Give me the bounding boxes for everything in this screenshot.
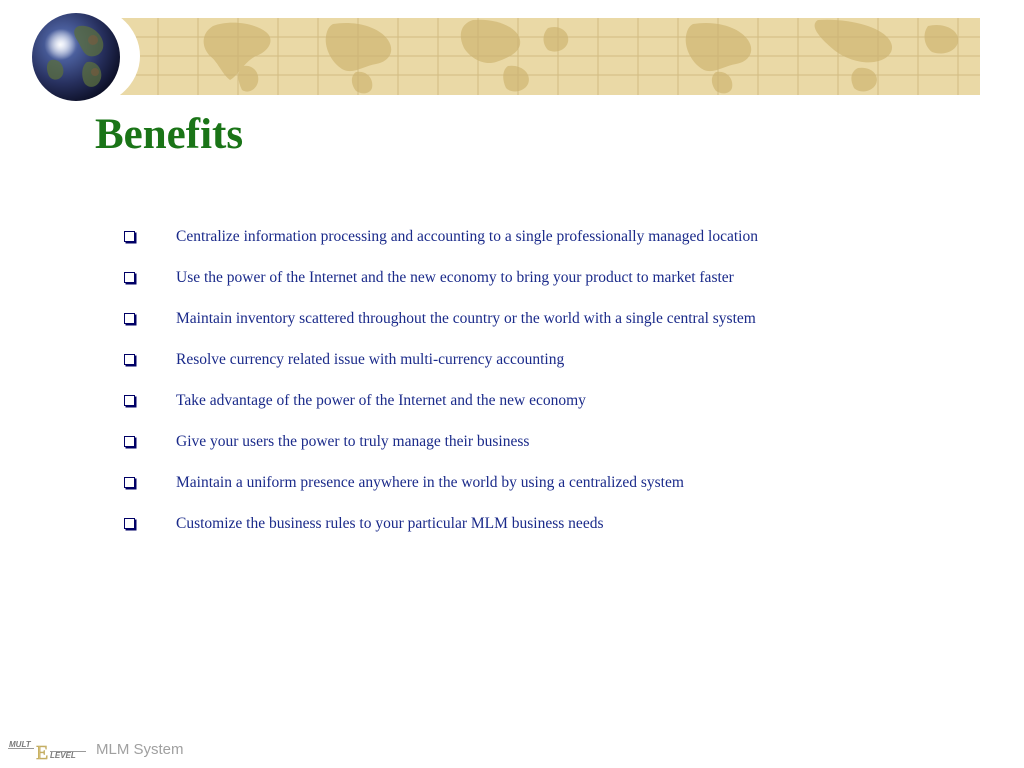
square-bullet-icon — [124, 477, 135, 488]
bullet-text: Customize the business rules to your particular MLM business needs — [176, 515, 604, 532]
bullet-list — [122, 226, 982, 554]
list-item — [122, 390, 982, 431]
square-bullet-icon — [124, 518, 135, 529]
bullet-text: Use the power of the Internet and the new economy to bring your product to market faster — [176, 269, 734, 286]
square-bullet-icon — [124, 231, 135, 242]
list-item — [122, 513, 982, 554]
bullet-text: Take advantage of the power of the Internet and the new economy — [176, 392, 586, 409]
list-item — [122, 431, 982, 472]
list-item — [122, 226, 982, 267]
bullet-text: Give your users the power to truly manage their business — [176, 433, 530, 450]
list-item — [122, 308, 982, 349]
list-item — [122, 472, 982, 513]
world-map-banner — [118, 18, 980, 95]
list-item — [122, 349, 982, 390]
bullet-text: Maintain inventory scattered throughout the country or the world with a single central system — [176, 310, 756, 327]
square-bullet-icon — [124, 395, 135, 406]
square-bullet-icon — [124, 354, 135, 365]
list-item — [122, 267, 982, 308]
multi-level-logo — [8, 738, 88, 762]
square-bullet-icon — [124, 436, 135, 447]
bullet-text: Centralize information processing and accounting to a single professionally managed location — [176, 228, 758, 245]
footer-label: MLM System — [96, 741, 184, 758]
logo-text-bottom: LEVEL — [50, 751, 76, 760]
square-bullet-icon — [124, 272, 135, 283]
globe-icon — [31, 12, 121, 102]
bullet-text: Maintain a uniform presence anywhere in the world by using a centralized system — [176, 474, 684, 491]
slide-title: Benefits — [95, 111, 244, 158]
world-map-graphic — [118, 18, 980, 95]
logo-text-top: MULT — [9, 740, 31, 749]
square-bullet-icon — [124, 313, 135, 324]
bullet-text: Resolve currency related issue with multi-currency accounting — [176, 351, 565, 368]
logo-text-letter: E — [36, 742, 49, 762]
